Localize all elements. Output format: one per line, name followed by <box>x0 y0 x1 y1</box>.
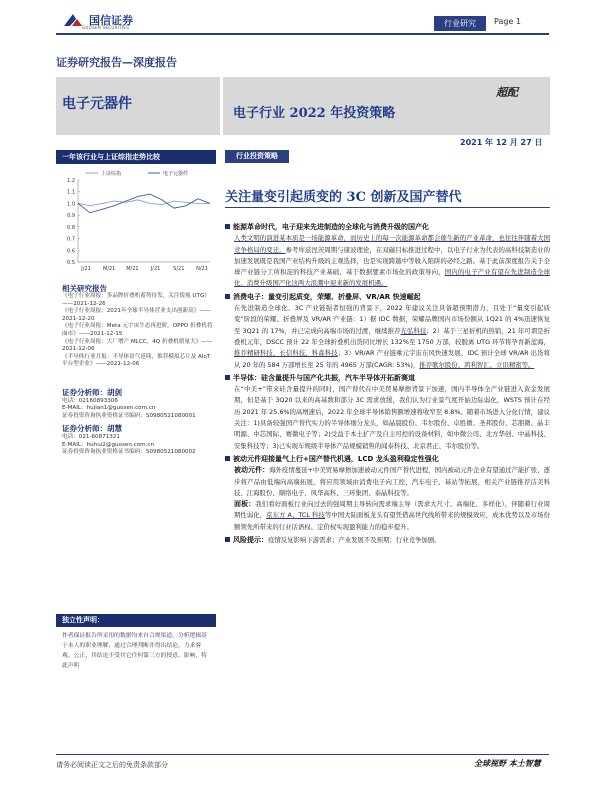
paragraph-text <box>225 465 550 499</box>
paragraph-text <box>225 303 550 371</box>
underlined-text: 光弘科技 <box>400 326 427 335</box>
analyst-phone: 电话：02160893306 <box>62 398 118 404</box>
paragraph-lead: 能源革命时代，电子迎来先进制造的全球化与消费升级的国产化 <box>233 223 429 231</box>
body-text: 疫情反复影响下游需求；产业发展不及预期；行业竞争加剧。 <box>268 536 441 545</box>
report-type-title: 证券研究报告—深度报告 <box>56 56 177 69</box>
body-text: 参考库兹涅茨周期与康波理论，在双碳目标推进过程中，以电子行业为代表的高科技制造业的加速发展既是我国产业结构升级的主观选择，也是实现跨越中等收入陷阱的必经之路。基于此前深度报告关于全球产业链分工所积淀的科技产业基础，基于数据要素市场化的政策导向， <box>234 245 551 277</box>
paragraph-lead: 风险提示： <box>233 536 268 545</box>
underlined-text: 人类文明的演进某本质是一场能源革命，而历史上的每一次能源革命都会催生新的产业革命，也往往伴随着大国竞争格局的变迁。 <box>234 234 550 254</box>
bullet-icon <box>225 537 230 542</box>
underlined-text: 京东方 A、TCL 科技 <box>266 511 325 520</box>
paragraph-consumer-electronics <box>225 292 550 371</box>
related-report-item[interactable]: 《电子行业周报：多品牌折叠机蓄势待发，关注锐视 UTG》——2021-12-26 <box>62 293 210 307</box>
x-tick-label: M/21 <box>126 266 139 272</box>
footer-disclaimer-note: 请务必阅读正文之后的免责条款部分 <box>56 761 168 769</box>
comparison-chart <box>56 166 216 274</box>
x-tick-label: M/21 <box>103 266 116 272</box>
related-report-item[interactable]: 《电子行业周报：2021年全球半导体营业支出创新高》——2021-12-20 <box>62 308 211 322</box>
underlined-text: 推荐歌尔股份、鸿利智汇、立讯精密等。 <box>419 360 535 369</box>
logo-subtext: GUOSEN SECURITIES <box>82 25 130 30</box>
top-bar <box>0 0 600 40</box>
main-body <box>225 222 550 548</box>
disclaimer-head: 独立性声明： <box>56 614 216 627</box>
analyst-email[interactable]: E-MAIL：hujian1@guosen.com.cn <box>62 405 156 412</box>
legend-label: 电子元器件 <box>163 171 189 177</box>
footer-slogan: 全球视野 本土智慧 <box>474 758 541 768</box>
paragraph-text: 在“中美+”带来硅含量提升的同时，国产替代在中美贸易摩擦背景下加速，国内半导体全产业链进入黄金发展期，但是基于 3Q20 以来的高基数和部分 3C 需求放缓，我们认为行业景气度开始边际弱化，WSTS 预计在经历 2021 年 25.6%的高增速后，2022 年全球半导体销售额增速将收窄至 8.8%。随着市场进入分化行情，建议关注：1)具备较强国产替代实力的半导体细分龙头，如晶晨股份、韦尔股份、卓胜微、圣邦股份、芯朋微、晶丰明源、中芯国际、赛微电子等；2)受益于本土扩产及自主可控的设备材料，如中微公司、北方华创、中晶科技、安集科技等；3)已实现车规级半导体产品规模销售的闻泰科技、北京君正、韦尔股份等。 <box>234 385 550 450</box>
body-text: 等中国大陆面板龙头有望凭借高世代线所带来的规模效应，成本优势以及市场份额领先所带来的行业话语权、定价权实现盈利能力的稳步提升。 <box>234 511 550 531</box>
legend-label: 上证综指 <box>101 171 122 177</box>
analyst-block <box>62 388 216 456</box>
y-tick-label: 1.0 <box>67 201 75 208</box>
body-text: ；2）基于三星折机的热销，21 年可谓是折叠机元年，DSCC 预计 22 年全球折叠机出货同比增长 132%至 1750 万部，较脱离 UTG 环节将孕育新蓝海， <box>234 326 551 346</box>
analyst-cert-2: 证券投资咨询执业资格证书编码：S0980521080002 <box>62 449 196 456</box>
underlined-text: 国内的电子产业有望在先进制造全球化、消费升级国产化这两大浪潮中迎来新的发展机遇。 <box>234 268 550 288</box>
related-report-item[interactable]: 《半导体行业月报：半导体景气延续，推荐模拟芯片及 AIoT 平台型企业》——2021-12-06 <box>62 353 211 368</box>
analyst-name: 证券分析师：胡剑 <box>62 388 122 397</box>
headline: 关注量变引起质变的 3C 创新及国产替代 <box>225 190 462 205</box>
body-text: ；3）VR/AR 产业链乘元宇宙东风快速发展，IDC 预计全球 VR/AR 出货将从 20 年的 584 万部增长至 25 年的 4965 万部(CAGR: 53%)， <box>234 349 551 369</box>
sub-lead: 面板： <box>234 500 256 509</box>
x-tick-label: J/21 <box>150 266 161 272</box>
logo-text: 国信证券 <box>89 13 133 27</box>
chart-section-head: 一年该行业与上证综指走势比较 <box>56 150 216 164</box>
sector-name: 电子元器件 <box>62 96 132 112</box>
analyst-email-2[interactable]: E-MAIL：huhui2@guosen.com.cn <box>62 441 154 448</box>
page-number: Page 1 <box>494 17 521 26</box>
industry-research-tag: 行业研究 <box>434 16 486 31</box>
body-text: 海外疫情蔓延+中美贸易摩擦加速被动元件国产替代进程，国内被动元件企业有望通过产能扩张、逐步将产品由低端向高端拓展，将应用领域由消费电子向工控、汽车电子、基站等拓展，相关产业链推荐洁美科技、江海股份、顺络电子、风华高科、三环集团、泰晶科技等。 <box>234 466 550 497</box>
disclaimer-text: 作者保证报告所采用的数据均来自合规渠道，分析逻辑基于本人的职业理解，通过合理判断并得出结论，力求客观、公正，其结论不受其它任何第三方的授意、影响，特此声明 <box>62 633 207 669</box>
y-tick-label: 1.2 <box>67 178 75 184</box>
section-tag: 行业投资策略 <box>225 150 289 163</box>
paragraph-energy <box>225 222 550 290</box>
header-divider <box>220 77 223 135</box>
paragraph-lead: 被动元件迎接量气上行+国产替代机遇，LCD 龙头盈利稳定性强化 <box>233 454 439 463</box>
rating-label: 超配 <box>496 86 518 99</box>
analyst-name-2: 证券分析师：胡慧 <box>62 424 122 434</box>
y-tick-label: 0.9 <box>67 213 75 220</box>
paragraph-lead: 半导体：硅含量提升与国产化共振，汽车半导体开拓新赛道 <box>233 373 415 382</box>
report-date: 2021 年 12 月 27 日 <box>460 138 543 147</box>
sub-lead: 被动元件： <box>234 466 270 475</box>
related-report-item[interactable]: 《电子行业周报：大厂增产 MLCC，4Q 折叠机销量大》——2021-12-06 <box>62 338 213 353</box>
body-text: 我们看好面板行业向过去的强周期主导转向需求端主导（需求大尺寸、高端化、多样化），伴随着行业周期性弱化， <box>234 500 550 520</box>
bullet-icon <box>225 224 230 229</box>
underlined-text: 推荐精研科技、长信科技、科森科技 <box>234 349 338 358</box>
top-rule <box>56 33 549 35</box>
bullet-icon <box>225 294 230 299</box>
report-title: 电子行业 2022 年投资策略 <box>233 106 396 121</box>
related-reports-title: 相关研究报告 <box>62 284 107 293</box>
paragraph-text <box>225 499 550 533</box>
x-tick-label: J/21 <box>81 266 91 272</box>
y-tick-label: 0.6 <box>67 248 75 255</box>
analyst-cert: 证券投资咨询执业资格证书编码：S0980521080001 <box>62 412 196 419</box>
y-tick-label: 1.1 <box>67 189 75 196</box>
paragraph-text <box>225 233 550 289</box>
body-text: 在先进制造全球化、3C 产业链强者恒强的背景下，2022 年建议关注具备超预期潜力，且处于“量变引起质变”阶段的荣耀、折叠屏及 VR/AR 产业链：1）据 IDC 数据，荣耀品牌国内市场份额从 1Q21 的 4%迅速恢复至 3Q21 的 17%，并已完成向高端市场的过渡，继续推荐 <box>234 304 550 335</box>
series-line <box>78 194 210 213</box>
footer-rule <box>56 754 549 755</box>
x-tick-label: S/21 <box>173 266 185 272</box>
chart-svg <box>56 166 216 274</box>
y-tick-label: 0.5 <box>67 260 75 266</box>
analyst-phone-2: 电话：021-60871321 <box>62 434 120 441</box>
x-tick-label: N/21 <box>196 266 208 272</box>
headline-rule <box>225 207 550 208</box>
paragraph-semiconductor <box>225 373 550 452</box>
paragraph-risk <box>225 535 550 546</box>
paragraph-passive-components <box>225 454 550 533</box>
related-report-item[interactable]: 《电子行业周报：Meta 元宇宙生态再进阶，OPPO 折叠机将面市》——2021-12-15 <box>62 323 213 337</box>
y-tick-label: 0.8 <box>67 224 75 231</box>
y-tick-label: 0.7 <box>67 236 75 243</box>
paragraph-lead: 消费电子：量变引起质变，荣耀、折叠屏、VR/AR 快速崛起 <box>233 292 421 301</box>
related-reports-list <box>62 293 216 369</box>
bullet-icon <box>225 456 230 461</box>
logo-mark-icon <box>62 12 84 28</box>
bullet-icon <box>225 375 230 380</box>
